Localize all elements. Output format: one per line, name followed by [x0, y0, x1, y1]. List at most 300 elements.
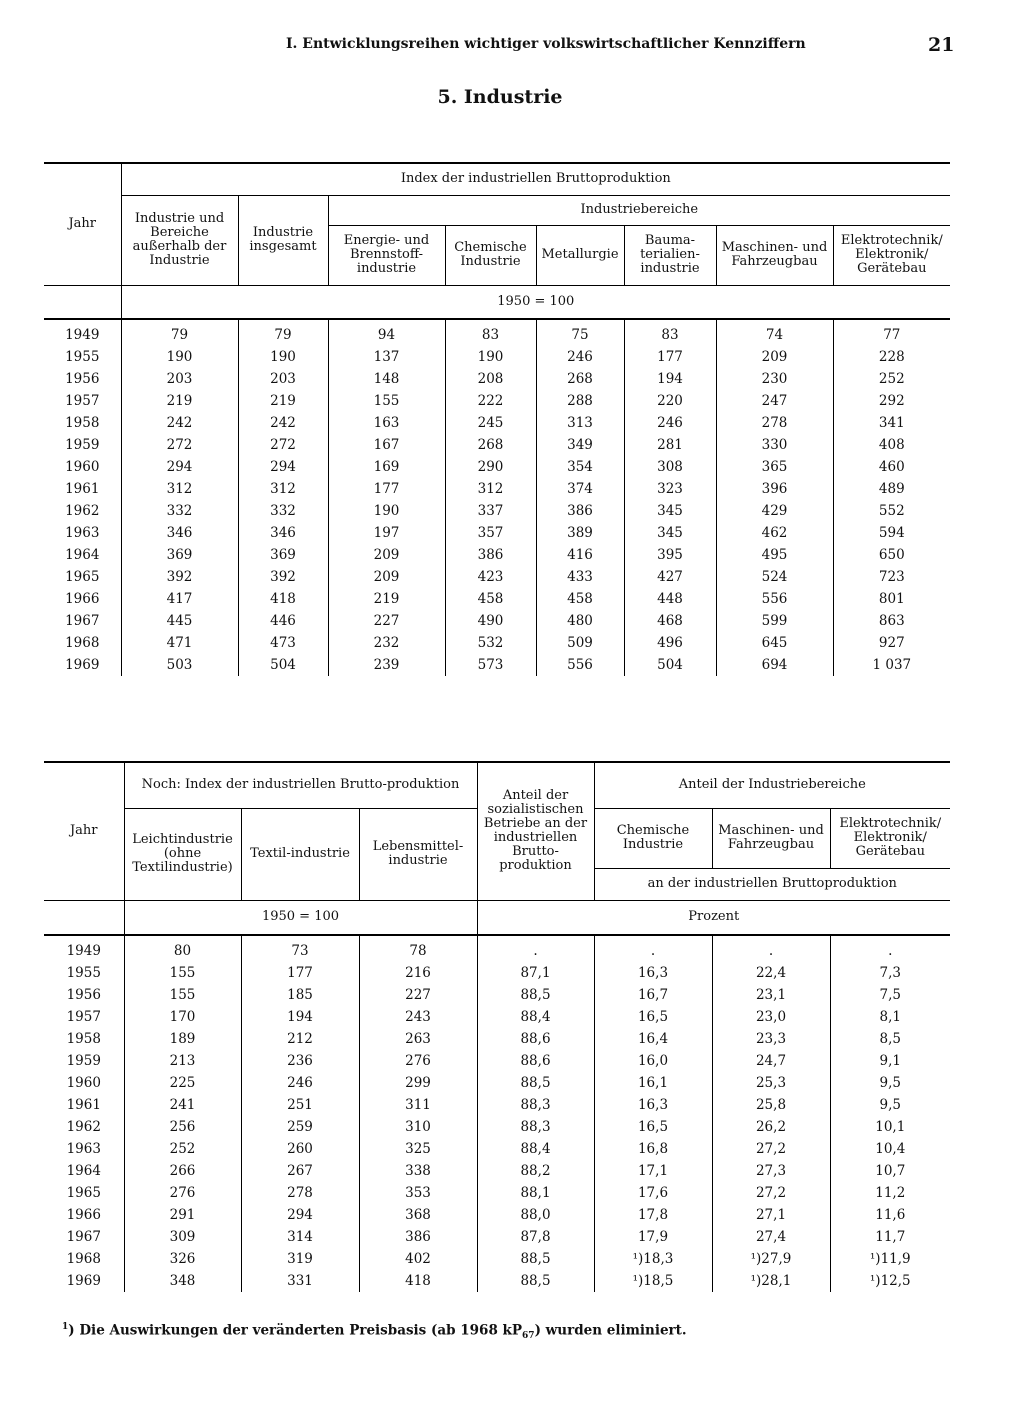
- value-cell: 395: [624, 544, 716, 566]
- value-cell: 556: [716, 588, 833, 610]
- value-cell: 694: [716, 654, 833, 676]
- footnote-text-after: ) wurden eliminiert.: [534, 1322, 687, 1339]
- group-header-index-cont: Noch: Index der industriellen Brutto-produktion: [124, 762, 477, 808]
- col-header-textile: Textil-industrie: [241, 808, 359, 900]
- value-cell: 313: [536, 412, 624, 434]
- col-header-energy: Energie- und Brennstoff-industrie: [328, 225, 445, 285]
- col-header-chem: Chemische Industrie: [594, 808, 712, 868]
- page-title: 5. Industrie: [437, 86, 563, 108]
- table-row: [44, 984, 950, 1006]
- value-cell: 291: [124, 1204, 241, 1226]
- value-cell: 88,3: [477, 1116, 594, 1138]
- value-cell: 9,5: [830, 1072, 950, 1094]
- col-header-build: Bauma-terialien-industrie: [624, 225, 716, 285]
- table-row: [44, 1226, 950, 1248]
- table-row: [44, 1270, 950, 1292]
- value-cell: 418: [359, 1270, 477, 1292]
- year-cell: 1949: [66, 943, 101, 959]
- value-cell: 490: [445, 610, 536, 632]
- value-cell: 27,2: [712, 1138, 830, 1160]
- base-note: 1950 = 100: [124, 900, 477, 935]
- value-cell: 573: [445, 654, 536, 676]
- col-header-metal: Metallurgie: [536, 225, 624, 285]
- value-cell: 232: [328, 632, 445, 654]
- value-cell: 504: [238, 654, 328, 676]
- value-cell: 863: [833, 610, 950, 632]
- value-cell: 88,5: [477, 1248, 594, 1270]
- value-cell: 242: [121, 412, 238, 434]
- value-cell: 17,8: [594, 1204, 712, 1226]
- value-cell: 73: [241, 935, 359, 962]
- year-cell: 1957: [65, 393, 100, 409]
- value-cell: 326: [124, 1248, 241, 1270]
- value-cell: 227: [328, 610, 445, 632]
- footnote: [62, 1322, 687, 1341]
- value-cell: 9,5: [830, 1094, 950, 1116]
- value-cell: 468: [624, 610, 716, 632]
- year-cell: 1960: [65, 459, 100, 475]
- table-row: [44, 610, 950, 632]
- value-cell: 309: [124, 1226, 241, 1248]
- value-cell: 16,5: [594, 1116, 712, 1138]
- value-cell: 23,1: [712, 984, 830, 1006]
- value-cell: 416: [536, 544, 624, 566]
- value-cell: .: [477, 935, 594, 962]
- value-cell: 345: [624, 522, 716, 544]
- value-cell: 155: [124, 962, 241, 984]
- value-cell: 272: [238, 434, 328, 456]
- value-cell: 312: [238, 478, 328, 500]
- table-row: [44, 319, 950, 346]
- value-cell: 167: [328, 434, 445, 456]
- value-cell: 645: [716, 632, 833, 654]
- table-row: [44, 935, 950, 962]
- col-header-year: Jahr: [44, 163, 121, 285]
- value-cell: 10,1: [830, 1116, 950, 1138]
- value-cell: 246: [624, 412, 716, 434]
- value-cell: 27,1: [712, 1204, 830, 1226]
- col-header-mach: Maschinen- und Fahrzeugbau: [716, 225, 833, 285]
- value-cell: 155: [328, 390, 445, 412]
- value-cell: 190: [328, 500, 445, 522]
- table-row: [44, 500, 950, 522]
- value-cell: 16,3: [594, 962, 712, 984]
- value-cell: 17,6: [594, 1182, 712, 1204]
- value-cell: 458: [536, 588, 624, 610]
- value-cell: 88,3: [477, 1094, 594, 1116]
- value-cell: 197: [328, 522, 445, 544]
- col-header-chem: Chemische Industrie: [445, 225, 536, 285]
- value-cell: ¹)18,3: [594, 1248, 712, 1270]
- value-cell: 386: [445, 544, 536, 566]
- value-cell: 246: [536, 346, 624, 368]
- value-cell: 288: [536, 390, 624, 412]
- value-cell: 11,2: [830, 1182, 950, 1204]
- value-cell: 242: [238, 412, 328, 434]
- value-cell: 225: [124, 1072, 241, 1094]
- value-cell: 348: [124, 1270, 241, 1292]
- value-cell: 433: [536, 566, 624, 588]
- table-row: [44, 346, 950, 368]
- year-cell: 1969: [66, 1273, 101, 1289]
- col-header-total: Industrie insgesamt: [238, 195, 328, 285]
- value-cell: 267: [241, 1160, 359, 1182]
- year-cell: 1963: [65, 525, 100, 541]
- year-cell: 1962: [65, 503, 100, 519]
- value-cell: 83: [624, 319, 716, 346]
- value-cell: .: [594, 935, 712, 962]
- value-cell: 190: [445, 346, 536, 368]
- value-cell: 503: [121, 654, 238, 676]
- value-cell: 408: [833, 434, 950, 456]
- year-cell: 1949: [65, 327, 100, 343]
- table-row: [44, 588, 950, 610]
- value-cell: 80: [124, 935, 241, 962]
- value-cell: 532: [445, 632, 536, 654]
- value-cell: 22,4: [712, 962, 830, 984]
- base-spacer: [44, 900, 124, 935]
- value-cell: 148: [328, 368, 445, 390]
- value-cell: 16,3: [594, 1094, 712, 1116]
- value-cell: 155: [124, 984, 241, 1006]
- table-row: [44, 566, 950, 588]
- value-cell: 345: [624, 500, 716, 522]
- year-cell: 1964: [65, 547, 100, 563]
- year-cell: 1959: [66, 1053, 101, 1069]
- value-cell: 471: [121, 632, 238, 654]
- value-cell: 353: [359, 1182, 477, 1204]
- year-cell: 1966: [66, 1207, 101, 1223]
- value-cell: 312: [121, 478, 238, 500]
- value-cell: 504: [624, 654, 716, 676]
- value-cell: 243: [359, 1006, 477, 1028]
- table-row: [44, 1006, 950, 1028]
- value-cell: 292: [833, 390, 950, 412]
- value-cell: ¹)27,9: [712, 1248, 830, 1270]
- value-cell: 524: [716, 566, 833, 588]
- col-header-share-soc: Anteil der sozialistischen Betriebe an der industriellen Brutto-produktion: [477, 762, 594, 900]
- value-cell: 268: [445, 434, 536, 456]
- value-cell: 23,0: [712, 1006, 830, 1028]
- base-note: 1950 = 100: [121, 285, 950, 319]
- value-cell: 446: [238, 610, 328, 632]
- value-cell: 16,5: [594, 1006, 712, 1028]
- value-cell: 78: [359, 935, 477, 962]
- value-cell: 278: [241, 1182, 359, 1204]
- value-cell: 17,1: [594, 1160, 712, 1182]
- value-cell: 25,8: [712, 1094, 830, 1116]
- value-cell: 227: [359, 984, 477, 1006]
- value-cell: 927: [833, 632, 950, 654]
- value-cell: 11,6: [830, 1204, 950, 1226]
- value-cell: 88,5: [477, 1270, 594, 1292]
- value-cell: 402: [359, 1248, 477, 1270]
- col-header-light: Leichtindustrie (ohne Textilindustrie): [124, 808, 241, 900]
- value-cell: 194: [241, 1006, 359, 1028]
- table-row: [44, 1094, 950, 1116]
- value-cell: 74: [716, 319, 833, 346]
- value-cell: 445: [121, 610, 238, 632]
- table-row: [44, 1050, 950, 1072]
- value-cell: 423: [445, 566, 536, 588]
- table-row: [44, 962, 950, 984]
- value-cell: 723: [833, 566, 950, 588]
- value-cell: 88,6: [477, 1050, 594, 1072]
- value-cell: 230: [716, 368, 833, 390]
- value-cell: 260: [241, 1138, 359, 1160]
- table-row: [44, 412, 950, 434]
- footnote-marker: 1: [62, 1322, 69, 1332]
- value-cell: 276: [124, 1182, 241, 1204]
- value-cell: 259: [241, 1116, 359, 1138]
- value-cell: 88,4: [477, 1138, 594, 1160]
- running-head-text: I. Entwicklungsreihen wichtiger volkswirtschaftlicher Kennziffern: [286, 36, 806, 52]
- value-cell: 349: [536, 434, 624, 456]
- year-cell: 1962: [66, 1119, 101, 1135]
- table-row: [44, 1116, 950, 1138]
- value-cell: 26,2: [712, 1116, 830, 1138]
- value-cell: 203: [121, 368, 238, 390]
- value-cell: 386: [536, 500, 624, 522]
- value-cell: 263: [359, 1028, 477, 1050]
- table-row: [44, 1204, 950, 1226]
- value-cell: 87,8: [477, 1226, 594, 1248]
- value-cell: 314: [241, 1226, 359, 1248]
- subgroup-header-branches: Industriebereiche: [328, 195, 950, 225]
- value-cell: 27,3: [712, 1160, 830, 1182]
- value-cell: 27,4: [712, 1226, 830, 1248]
- year-cell: 1955: [65, 349, 100, 365]
- value-cell: 190: [121, 346, 238, 368]
- year-cell: 1961: [66, 1097, 101, 1113]
- value-cell: 294: [121, 456, 238, 478]
- value-cell: 9,1: [830, 1050, 950, 1072]
- value-cell: 88,2: [477, 1160, 594, 1182]
- base-spacer: [44, 285, 121, 319]
- value-cell: 389: [536, 522, 624, 544]
- year-cell: 1957: [66, 1009, 101, 1025]
- table-row: [44, 478, 950, 500]
- table-row: [44, 1182, 950, 1204]
- table-row: [44, 1160, 950, 1182]
- value-cell: 16,8: [594, 1138, 712, 1160]
- value-cell: 396: [716, 478, 833, 500]
- value-cell: 448: [624, 588, 716, 610]
- value-cell: 190: [238, 346, 328, 368]
- value-cell: 209: [716, 346, 833, 368]
- value-cell: 418: [238, 588, 328, 610]
- value-cell: 294: [241, 1204, 359, 1226]
- value-cell: 272: [121, 434, 238, 456]
- value-cell: 10,7: [830, 1160, 950, 1182]
- value-cell: 177: [624, 346, 716, 368]
- value-cell: 556: [536, 654, 624, 676]
- value-cell: 219: [238, 390, 328, 412]
- value-cell: 368: [359, 1204, 477, 1226]
- value-cell: 177: [328, 478, 445, 500]
- value-cell: 239: [328, 654, 445, 676]
- value-cell: 88,5: [477, 984, 594, 1006]
- value-cell: 88,0: [477, 1204, 594, 1226]
- year-cell: 1965: [65, 569, 100, 585]
- value-cell: 509: [536, 632, 624, 654]
- table-row: [44, 1248, 950, 1270]
- value-cell: 209: [328, 544, 445, 566]
- value-cell: 386: [359, 1226, 477, 1248]
- table-row: [44, 1138, 950, 1160]
- value-cell: 337: [445, 500, 536, 522]
- value-cell: 7,5: [830, 984, 950, 1006]
- col-header-elec: Elektrotechnik/ Elektronik/ Gerätebau: [830, 808, 950, 868]
- value-cell: 245: [445, 412, 536, 434]
- value-cell: 473: [238, 632, 328, 654]
- table-row: [44, 522, 950, 544]
- industry-index-table: [44, 162, 950, 676]
- value-cell: ¹)11,9: [830, 1248, 950, 1270]
- value-cell: 308: [624, 456, 716, 478]
- value-cell: 24,7: [712, 1050, 830, 1072]
- value-cell: 354: [536, 456, 624, 478]
- value-cell: 311: [359, 1094, 477, 1116]
- value-cell: .: [830, 935, 950, 962]
- value-cell: 332: [121, 500, 238, 522]
- group-header-share: Anteil der Industriebereiche: [594, 762, 950, 808]
- value-cell: 25,3: [712, 1072, 830, 1094]
- year-cell: 1956: [66, 987, 101, 1003]
- value-cell: 10,4: [830, 1138, 950, 1160]
- table-row: [44, 654, 950, 676]
- value-cell: 177: [241, 962, 359, 984]
- value-cell: 417: [121, 588, 238, 610]
- value-cell: 23,3: [712, 1028, 830, 1050]
- value-cell: 429: [716, 500, 833, 522]
- value-cell: 252: [124, 1138, 241, 1160]
- table-row: [44, 456, 950, 478]
- value-cell: 220: [624, 390, 716, 412]
- value-cell: 94: [328, 319, 445, 346]
- year-cell: 1958: [66, 1031, 101, 1047]
- value-cell: 310: [359, 1116, 477, 1138]
- value-cell: 247: [716, 390, 833, 412]
- year-cell: 1959: [65, 437, 100, 453]
- value-cell: 219: [121, 390, 238, 412]
- value-cell: 185: [241, 984, 359, 1006]
- table-row: [44, 1028, 950, 1050]
- value-cell: 599: [716, 610, 833, 632]
- value-cell: 194: [624, 368, 716, 390]
- year-cell: 1963: [66, 1141, 101, 1157]
- value-cell: 256: [124, 1116, 241, 1138]
- value-cell: 83: [445, 319, 536, 346]
- value-cell: 650: [833, 544, 950, 566]
- value-cell: 88,5: [477, 1072, 594, 1094]
- value-cell: 189: [124, 1028, 241, 1050]
- value-cell: 219: [328, 588, 445, 610]
- value-cell: 216: [359, 962, 477, 984]
- value-cell: 480: [536, 610, 624, 632]
- value-cell: 278: [716, 412, 833, 434]
- value-cell: 88,1: [477, 1182, 594, 1204]
- group-header-index: Index der industriellen Bruttoproduktion: [121, 163, 950, 195]
- value-cell: 801: [833, 588, 950, 610]
- value-cell: 462: [716, 522, 833, 544]
- value-cell: 241: [124, 1094, 241, 1116]
- value-cell: 79: [121, 319, 238, 346]
- value-cell: 374: [536, 478, 624, 500]
- table-row: [44, 434, 950, 456]
- value-cell: 266: [124, 1160, 241, 1182]
- year-cell: 1961: [65, 481, 100, 497]
- value-cell: 8,1: [830, 1006, 950, 1028]
- value-cell: 496: [624, 632, 716, 654]
- value-cell: 75: [536, 319, 624, 346]
- value-cell: 236: [241, 1050, 359, 1072]
- value-cell: 495: [716, 544, 833, 566]
- value-cell: 276: [359, 1050, 477, 1072]
- value-cell: 88,6: [477, 1028, 594, 1050]
- value-cell: 27,2: [712, 1182, 830, 1204]
- year-cell: 1960: [66, 1075, 101, 1091]
- value-cell: 319: [241, 1248, 359, 1270]
- value-cell: 169: [328, 456, 445, 478]
- col-header-outside: Industrie und Bereiche außerhalb der Industrie: [121, 195, 238, 285]
- value-cell: 7,3: [830, 962, 950, 984]
- share-note: an der industriellen Bruttoproduktion: [594, 868, 950, 900]
- value-cell: 16,0: [594, 1050, 712, 1072]
- value-cell: 299: [359, 1072, 477, 1094]
- year-cell: 1967: [65, 613, 100, 629]
- footnote-subscript: 67: [522, 1331, 535, 1342]
- value-cell: 208: [445, 368, 536, 390]
- footnote-text-before: ) Die Auswirkungen der veränderten Preisbasis (ab 1968 kP: [68, 1322, 523, 1339]
- value-cell: 11,7: [830, 1226, 950, 1248]
- table-row: [44, 544, 950, 566]
- value-cell: 8,5: [830, 1028, 950, 1050]
- value-cell: 137: [328, 346, 445, 368]
- value-cell: 365: [716, 456, 833, 478]
- value-cell: 87,1: [477, 962, 594, 984]
- value-cell: 392: [238, 566, 328, 588]
- year-cell: 1967: [66, 1229, 101, 1245]
- value-cell: 251: [241, 1094, 359, 1116]
- value-cell: 325: [359, 1138, 477, 1160]
- value-cell: 170: [124, 1006, 241, 1028]
- value-cell: 330: [716, 434, 833, 456]
- value-cell: 357: [445, 522, 536, 544]
- value-cell: 16,1: [594, 1072, 712, 1094]
- value-cell: 427: [624, 566, 716, 588]
- value-cell: ¹)18,5: [594, 1270, 712, 1292]
- value-cell: 341: [833, 412, 950, 434]
- value-cell: 16,4: [594, 1028, 712, 1050]
- value-cell: 213: [124, 1050, 241, 1072]
- value-cell: 369: [238, 544, 328, 566]
- table-row: [44, 632, 950, 654]
- value-cell: 88,4: [477, 1006, 594, 1028]
- value-cell: 79: [238, 319, 328, 346]
- value-cell: 252: [833, 368, 950, 390]
- value-cell: ¹)28,1: [712, 1270, 830, 1292]
- running-head: [0, 36, 1024, 60]
- unit-note: Prozent: [477, 900, 950, 935]
- value-cell: 332: [238, 500, 328, 522]
- value-cell: 290: [445, 456, 536, 478]
- value-cell: ¹)12,5: [830, 1270, 950, 1292]
- value-cell: 212: [241, 1028, 359, 1050]
- value-cell: 163: [328, 412, 445, 434]
- year-cell: 1966: [65, 591, 100, 607]
- year-cell: 1969: [65, 657, 100, 673]
